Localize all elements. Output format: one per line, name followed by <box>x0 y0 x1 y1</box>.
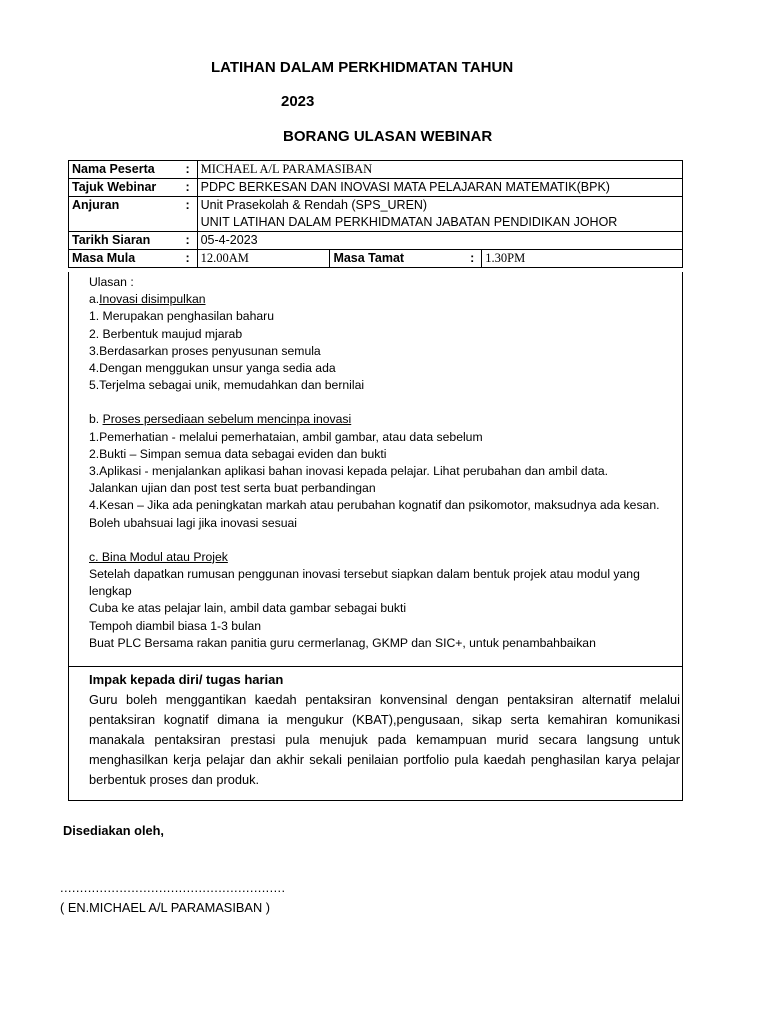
anjuran-line-2: UNIT LATIHAN DALAM PERKHIDMATAN JABATAN PENDIDIKAN JOHOR <box>200 215 618 229</box>
nama-peserta-label: : Nama Peserta <box>69 161 198 179</box>
list-item: Boleh ubahsuai lagi jika inovasi sesuai <box>89 515 297 530</box>
tarikh-siaran-label: : Tarikh Siaran <box>69 232 198 250</box>
anjuran-value <box>197 197 682 232</box>
list-item: Cuba ke atas pelajar lain, ambil data gambar sebagai bukti <box>89 601 407 616</box>
list-item: Jalankan ujian dan post test serta buat perbandingan <box>89 481 376 496</box>
section-c-heading: c. Bina Modul atau Projek <box>89 549 228 564</box>
impak-heading: Impak kepada diri/ tugas harian <box>89 672 284 687</box>
masa-mula-label: : Masa Mula <box>69 250 198 268</box>
list-item: 2. Berbentuk maujud mjarab <box>89 326 243 341</box>
list-item: 3.Berdasarkan proses penyusunan semula <box>89 343 321 358</box>
nama-peserta-value: MICHAEL A/L PARAMASIBAN <box>197 161 682 179</box>
signature-line: ......................................................... <box>60 880 286 895</box>
tajuk-webinar-value: PDPC BERKESAN DAN INOVASI MATA PELAJARAN MATEMATIK(BPK) <box>197 179 682 197</box>
row-tajuk-webinar <box>69 179 683 197</box>
form-title: BORANG ULASAN WEBINAR <box>283 128 493 145</box>
list-item: 2.Bukti – Simpan semua data sebagai eviden dan bukti <box>89 446 387 461</box>
ulasan-section <box>68 272 683 667</box>
list-item: 4.Dengan menggukan unsur yanga sedia ada <box>89 361 336 376</box>
ulasan-label: Ulasan : <box>89 275 134 289</box>
list-item: lengkap <box>89 584 132 599</box>
impak-section <box>68 666 683 801</box>
signee-name: ( EN.MICHAEL A/L PARAMASIBAN ) <box>60 900 271 915</box>
prepared-by-label: Disediakan oleh, <box>63 823 164 838</box>
list-item: Buat PLC Bersama rakan panitia guru cermerlanag, GKMP dan SIC+, untuk penambahbaikan <box>89 635 596 650</box>
row-masa <box>69 250 683 268</box>
spacer <box>89 532 682 549</box>
list-item: 5.Terjelma sebagai unik, memudahkan dan bernilai <box>89 378 365 393</box>
impak-paragraph: Guru boleh menggantikan kaedah pentaksiran konvensinal dengan pentaksiran alternatif melalui pentaksiran kognatif dimana ia mengukur (KBAT),pengusaan, sikap serta kemahiran komunikasi manakala pentaksiran prestasi pula menujuk pada kemampuan murid secara langsung untuk menghasilkan kerja pelajar dan akhir sekali penilaian portfolio pula kaedah penghasilan karya pelajar berbentuk proses dan produk. <box>89 692 680 787</box>
section-b-heading: b. Proses persediaan sebelum mencinpa inovasi <box>89 412 352 427</box>
participant-info-table <box>68 160 683 268</box>
list-item: 4.Kesan – Jika ada peningkatan markah atau perubahan kognatif dan psikomotor, maksudnya ada kesan. <box>89 498 660 513</box>
anjuran-line-1: Unit Prasekolah & Rendah (SPS_UREN) <box>200 198 428 212</box>
masa-tamat-value: 1.30PM <box>482 250 683 268</box>
masa-mula-value: 12.00AM <box>197 250 330 268</box>
document-year: 2023 <box>281 93 315 110</box>
anjuran-label: : Anjuran <box>69 197 198 232</box>
list-item: 3.Aplikasi - menjalankan aplikasi bahan inovasi kepada pelajar. Lihat perubahan dan ambil data. <box>89 464 608 479</box>
list-item: Tempoh diambil biasa 1-3 bulan <box>89 618 262 633</box>
row-nama-peserta <box>69 161 683 179</box>
list-item: Setelah dapatkan rumusan penggunan inovasi tersebut siapkan dalam bentuk projek atau modul yang <box>89 567 640 582</box>
document-title: LATIHAN DALAM PERKHIDMATAN TAHUN <box>211 59 514 76</box>
list-item: 1.Pemerhatian - melalui pemerhataian, ambil gambar, atau data sebelum <box>89 429 483 444</box>
row-tarikh-siaran <box>69 232 683 250</box>
section-a-heading: a.Inovasi disimpulkan <box>89 292 206 307</box>
tajuk-webinar-label: : Tajuk Webinar <box>69 179 198 197</box>
row-anjuran <box>69 197 683 232</box>
tarikh-siaran-value: 05-4-2023 <box>197 232 682 250</box>
spacer <box>89 394 682 411</box>
masa-tamat-label: : Masa Tamat <box>330 250 482 268</box>
list-item: 1. Merupakan penghasilan baharu <box>89 309 274 324</box>
